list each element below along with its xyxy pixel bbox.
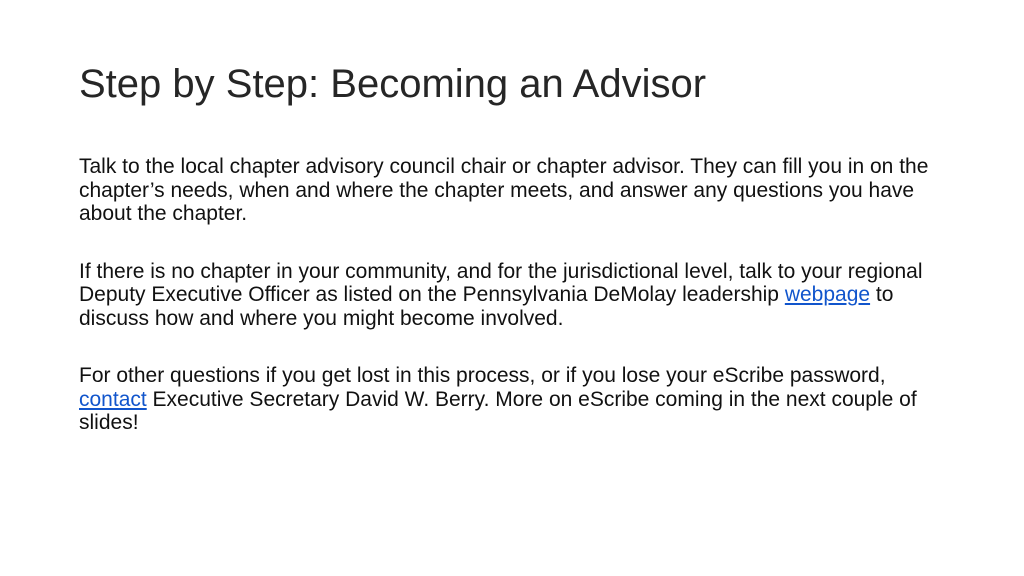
paragraph-text-after-link: to discuss how and where you might become involved.	[79, 283, 894, 330]
slide-title: Step by Step: Becoming an Advisor	[79, 62, 707, 106]
paragraph-text: Talk to the local chapter advisory council chair or chapter advisor. They can fill you in on the chapter’s needs, when and where the chapter meets, and answer any questions you have about the chapter.	[79, 155, 929, 225]
paragraph-text-before-link: For other questions if you get lost in this process, or if you lose your eScribe password,	[79, 364, 886, 387]
contact-link[interactable]: contact	[79, 387, 147, 411]
paragraph-other-questions	[79, 364, 949, 435]
paragraph-text-before-link: If there is no chapter in your community, and for the jurisdictional level, talk to your regional Deputy Executive Officer as listed on the Pennsylvania DeMolay leadership	[79, 259, 923, 306]
paragraph-no-chapter	[79, 260, 949, 331]
webpage-link[interactable]: webpage	[784, 283, 871, 306]
slide-body	[79, 155, 949, 469]
paragraph-talk-to-chapter	[79, 155, 949, 226]
paragraph-text-after-link: Executive Secretary David W. Berry. More on eScribe coming in the next couple of slides!	[79, 387, 917, 434]
